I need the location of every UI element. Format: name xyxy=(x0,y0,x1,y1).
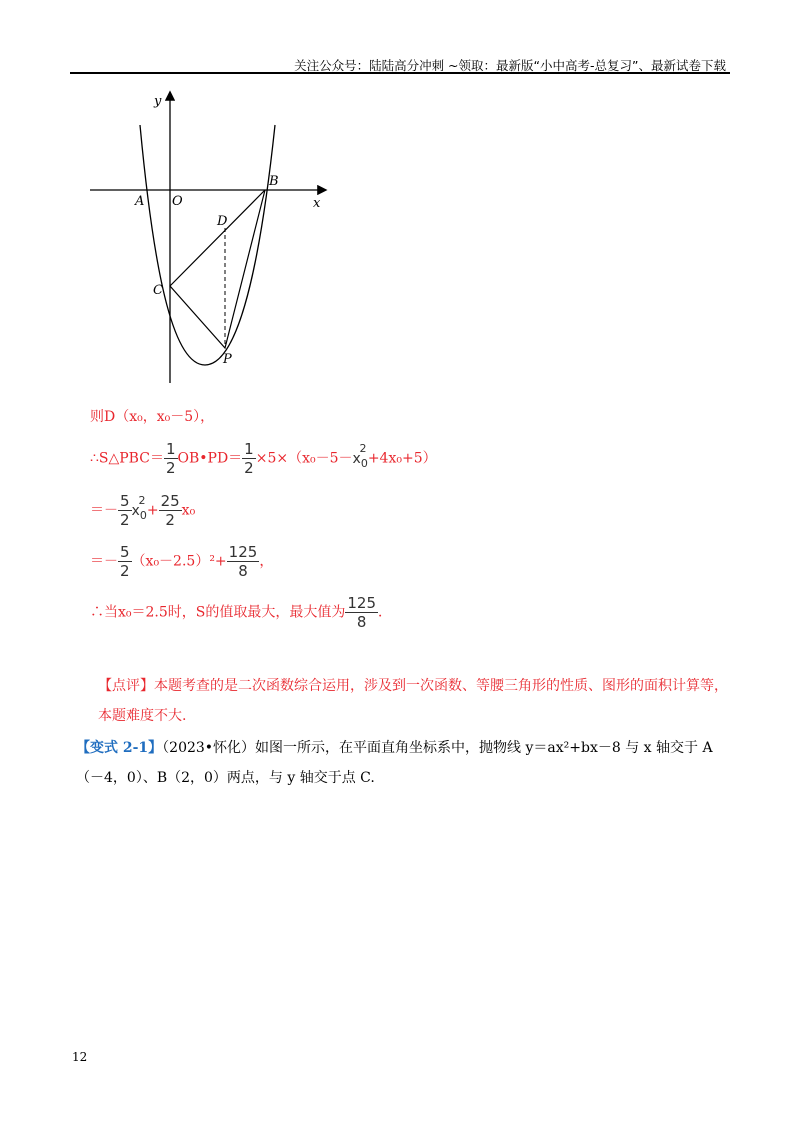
note-label: 【点评】 xyxy=(98,678,154,694)
fraction-max-value: $\frac{125}{8}$ xyxy=(347,594,377,631)
label-a: A xyxy=(135,194,145,209)
solution-line-1: 则D（x₀，x₀－5）， xyxy=(90,409,215,425)
header-text: 关注公众号：陆陆高分冲刺 ~领取：最新版“小中高考-总复习”、最新试卷下载 xyxy=(294,58,726,73)
label-d: D xyxy=(217,214,228,229)
solution-line-3: ＝－ $\frac{5}{2}$ x 2 $_0$+ $\frac{25}{2}$ x₀ xyxy=(90,492,196,529)
variant-label: 【变式 2-1】 xyxy=(76,740,163,756)
label-c: C xyxy=(153,283,163,298)
fraction-125-eighths: $\frac{125}{8}$ xyxy=(228,543,258,580)
fraction-five-halves-2: $\frac{5}{2}$ xyxy=(120,543,130,580)
solution-line-5: ∴当x₀＝2.5时，S的值取最大，最大值为 $\frac{125}{8}$ ． xyxy=(90,594,393,631)
x0-squared: x 2 $_0$ xyxy=(352,441,368,470)
label-b: B xyxy=(269,174,279,189)
solution-line-2: ∴S△PBC＝ $\frac{1}{2}$ OB•PD＝ $\frac{1}{2}$ ×5×（x₀－5－x 2 $_0$+4x₀+5） xyxy=(90,440,437,477)
fraction-half-2: $\frac{1}{2}$ xyxy=(244,440,254,477)
page-number: 12 xyxy=(72,1050,88,1064)
parabola-figure xyxy=(80,85,340,390)
label-x: x xyxy=(313,196,321,211)
fraction-five-halves: $\frac{5}{2}$ xyxy=(120,492,130,529)
variant-text: （2023•怀化）如图一所示，在平面直角坐标系中，抛物线 y＝ax²+bx－8 与 x 轴交于 A（－4，0）、B（2，0）两点，与 y 轴交于点 C. xyxy=(76,740,713,786)
note-text: 本题考查的是二次函数综合运用，涉及到一次函数、等腰三角形的性质、图形的面积计算等，本题难度不大. xyxy=(98,678,728,724)
comment-note xyxy=(98,671,738,731)
label-o: O xyxy=(172,194,183,209)
x0-squared-2: x 2 $_0$ xyxy=(131,493,147,522)
variant-problem xyxy=(76,733,736,793)
page-header xyxy=(70,52,730,74)
fraction-25-halves: $\frac{25}{2}$ xyxy=(160,492,180,529)
solution-line-4: ＝－ $\frac{5}{2}$ （x₀－2.5）²+ $\frac{125}{8}$ ， xyxy=(90,543,274,580)
label-p: P xyxy=(223,352,232,367)
label-y: y xyxy=(154,94,162,109)
fraction-half: $\frac{1}{2}$ xyxy=(165,440,176,477)
